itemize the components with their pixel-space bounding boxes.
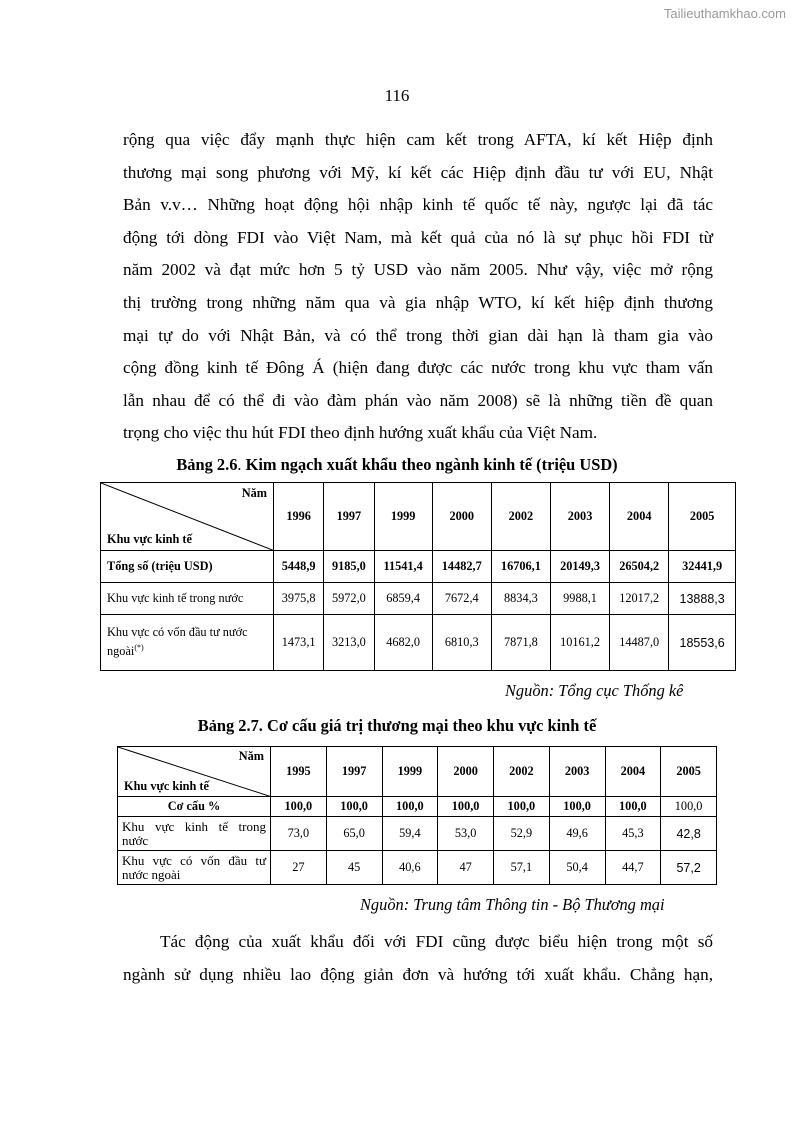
year-header: 2003: [549, 747, 605, 797]
table-cell: 3975,8: [274, 583, 324, 615]
year-header: 1996: [274, 483, 324, 551]
table-corner-cell: [101, 483, 274, 551]
table-row: [118, 851, 717, 885]
table-row: [101, 615, 736, 671]
table-cell: 13888,3: [669, 583, 736, 615]
table-cell: 100,0: [549, 797, 605, 817]
corner-sector-label: Khu vực kinh tế: [107, 532, 192, 546]
table-row: [101, 551, 736, 583]
table-cell: 100,0: [605, 797, 661, 817]
table-row: [118, 817, 717, 851]
paragraph-2: [123, 926, 713, 991]
table-cell: 3213,0: [324, 615, 374, 671]
table-cell: 5448,9: [274, 551, 324, 583]
table-cell: 5972,0: [324, 583, 374, 615]
table-cell: 53,0: [438, 817, 494, 851]
row-label: [101, 615, 274, 671]
text-line: năm 2002 và đạt mức hơn 5 tỷ USD vào năm 2005. Như vậy, việc mở rộng: [123, 260, 713, 280]
year-header: 2002: [491, 483, 550, 551]
table-cell: 45,3: [605, 817, 661, 851]
table-cell: 59,4: [382, 817, 438, 851]
year-header: 1997: [326, 747, 382, 797]
table-cell: 11541,4: [374, 551, 432, 583]
table-corner-cell: [118, 747, 271, 797]
table-cell: 50,4: [549, 851, 605, 885]
row-label: Cơ cấu %: [118, 797, 271, 817]
row-label-text: Khu vực có vốn đầu tư nước ngoài: [107, 625, 248, 659]
table-cell: 9185,0: [324, 551, 374, 583]
table-cell: 100,0: [438, 797, 494, 817]
year-header: 2004: [610, 483, 669, 551]
table-cell: 100,0: [326, 797, 382, 817]
table-cell: 9988,1: [550, 583, 609, 615]
text-line: cộng đồng kinh tế Đông Á (hiện đang được các nước trong khu vực tham vấn: [123, 358, 713, 378]
corner-year-label: Năm: [241, 486, 267, 500]
year-header: 2005: [661, 747, 717, 797]
row-label: Khu vực có vốn đầu tư nước ngoài: [118, 851, 271, 885]
table-cell: 6810,3: [432, 615, 491, 671]
year-header: 2000: [438, 747, 494, 797]
watermark: Tailieuthamkhao.com: [663, 6, 786, 21]
text-line: thương mại song phương với Mỹ, kí kết các Hiệp định đầu tư với EU, Nhật: [123, 162, 713, 182]
table-cell: 57,2: [661, 851, 717, 885]
year-header: 1995: [271, 747, 327, 797]
table-header-row: [118, 747, 717, 797]
table-cell: 49,6: [549, 817, 605, 851]
table-cell: 6859,4: [374, 583, 432, 615]
paragraph-1: [123, 124, 713, 450]
table-cell: 8834,3: [491, 583, 550, 615]
caption-separator: .: [237, 455, 246, 474]
text-line: Tác động của xuất khẩu đối với FDI cũng được biểu hiện trong một số: [160, 932, 713, 951]
table-cell: 7871,8: [491, 615, 550, 671]
year-header: 2004: [605, 747, 661, 797]
table-cell: 73,0: [271, 817, 327, 851]
page-number: 116: [384, 86, 410, 105]
table-2-source: Nguồn: Trung tâm Thông tin - Bộ Thương mại: [360, 895, 665, 914]
footnote-marker: (*): [134, 643, 144, 653]
corner-year-label: Năm: [238, 749, 264, 763]
table-cell: 40,6: [382, 851, 438, 885]
table-cell: 57,1: [494, 851, 550, 885]
year-header: 2005: [669, 483, 736, 551]
table-row: [101, 583, 736, 615]
text-line: động tới dòng FDI vào Việt Nam, mà kết quả của nó là sự phục hồi FDI từ: [123, 227, 713, 247]
table-cell: 14487,0: [610, 615, 669, 671]
table-cell: 18553,6: [669, 615, 736, 671]
table-2-caption: Bảng 2.7. Cơ cấu giá trị thương mại theo khu vực kinh tế: [197, 716, 597, 735]
table-cell: 42,8: [661, 817, 717, 851]
corner-sector-label: Khu vực kinh tế: [124, 779, 209, 793]
table-cell: 10161,2: [550, 615, 609, 671]
text-line: thị trường trong những năm qua và gia nhập WTO, kí kết hiệp định thương: [123, 292, 713, 312]
table-cell: 100,0: [494, 797, 550, 817]
table-cell: 52,9: [494, 817, 550, 851]
table-2: [117, 746, 717, 885]
table-cell: 100,0: [661, 797, 717, 817]
year-header: 2003: [550, 483, 609, 551]
text-line: mại tự do với Nhật Bản, và có thể trong thời gian dài hạn là tham gia vào: [123, 325, 713, 345]
row-label: Tổng số (triệu USD): [101, 551, 274, 583]
table-cell: 100,0: [382, 797, 438, 817]
year-header: 1999: [382, 747, 438, 797]
table-cell: 100,0: [271, 797, 327, 817]
year-header: 2002: [494, 747, 550, 797]
text-line: trọng cho việc thu hút FDI theo định hướng xuất khẩu của Việt Nam.: [123, 423, 598, 443]
table-cell: 20149,3: [550, 551, 609, 583]
table-cell: 14482,7: [432, 551, 491, 583]
row-label: Khu vực kinh tế trong nước: [118, 817, 271, 851]
table-row: [118, 797, 717, 817]
table-cell: 32441,9: [669, 551, 736, 583]
text-line: ngành sử dụng nhiều lao động giản đơn và hướng tới xuất khẩu. Chẳng hạn,: [123, 964, 713, 984]
year-header: 1997: [324, 483, 374, 551]
table-cell: 7672,4: [432, 583, 491, 615]
table-header-row: [101, 483, 736, 551]
table-cell: 45: [326, 851, 382, 885]
table-cell: 4682,0: [374, 615, 432, 671]
table-1-caption-label: Bảng 2.6: [176, 455, 238, 474]
table-1-source: Nguồn: Tổng cục Thống kê: [505, 681, 684, 700]
year-header: 1999: [374, 483, 432, 551]
text-line: Bản v.v… Những hoạt động hội nhập kinh tế quốc tế này, ngược lại đã tác: [123, 195, 713, 215]
table-1-caption-title: Kim ngạch xuất khẩu theo ngành kinh tế (triệu USD): [245, 455, 618, 474]
table-1-caption: [0, 455, 794, 475]
year-header: 2000: [432, 483, 491, 551]
table-cell: 16706,1: [491, 551, 550, 583]
table-cell: 44,7: [605, 851, 661, 885]
table-cell: 12017,2: [610, 583, 669, 615]
table-1: [100, 482, 736, 671]
table-cell: 26504,2: [610, 551, 669, 583]
row-label: Khu vực kinh tế trong nước: [101, 583, 274, 615]
table-cell: 65,0: [326, 817, 382, 851]
table-cell: 27: [271, 851, 327, 885]
table-cell: 47: [438, 851, 494, 885]
text-line: rộng qua việc đẩy mạnh thực hiện cam kết trong AFTA, kí kết Hiệp định: [123, 130, 713, 149]
table-cell: 1473,1: [274, 615, 324, 671]
text-line: lẫn nhau để có thể đi vào đàm phán vào năm 2008) sẽ là những tiền đề quan: [123, 390, 713, 410]
